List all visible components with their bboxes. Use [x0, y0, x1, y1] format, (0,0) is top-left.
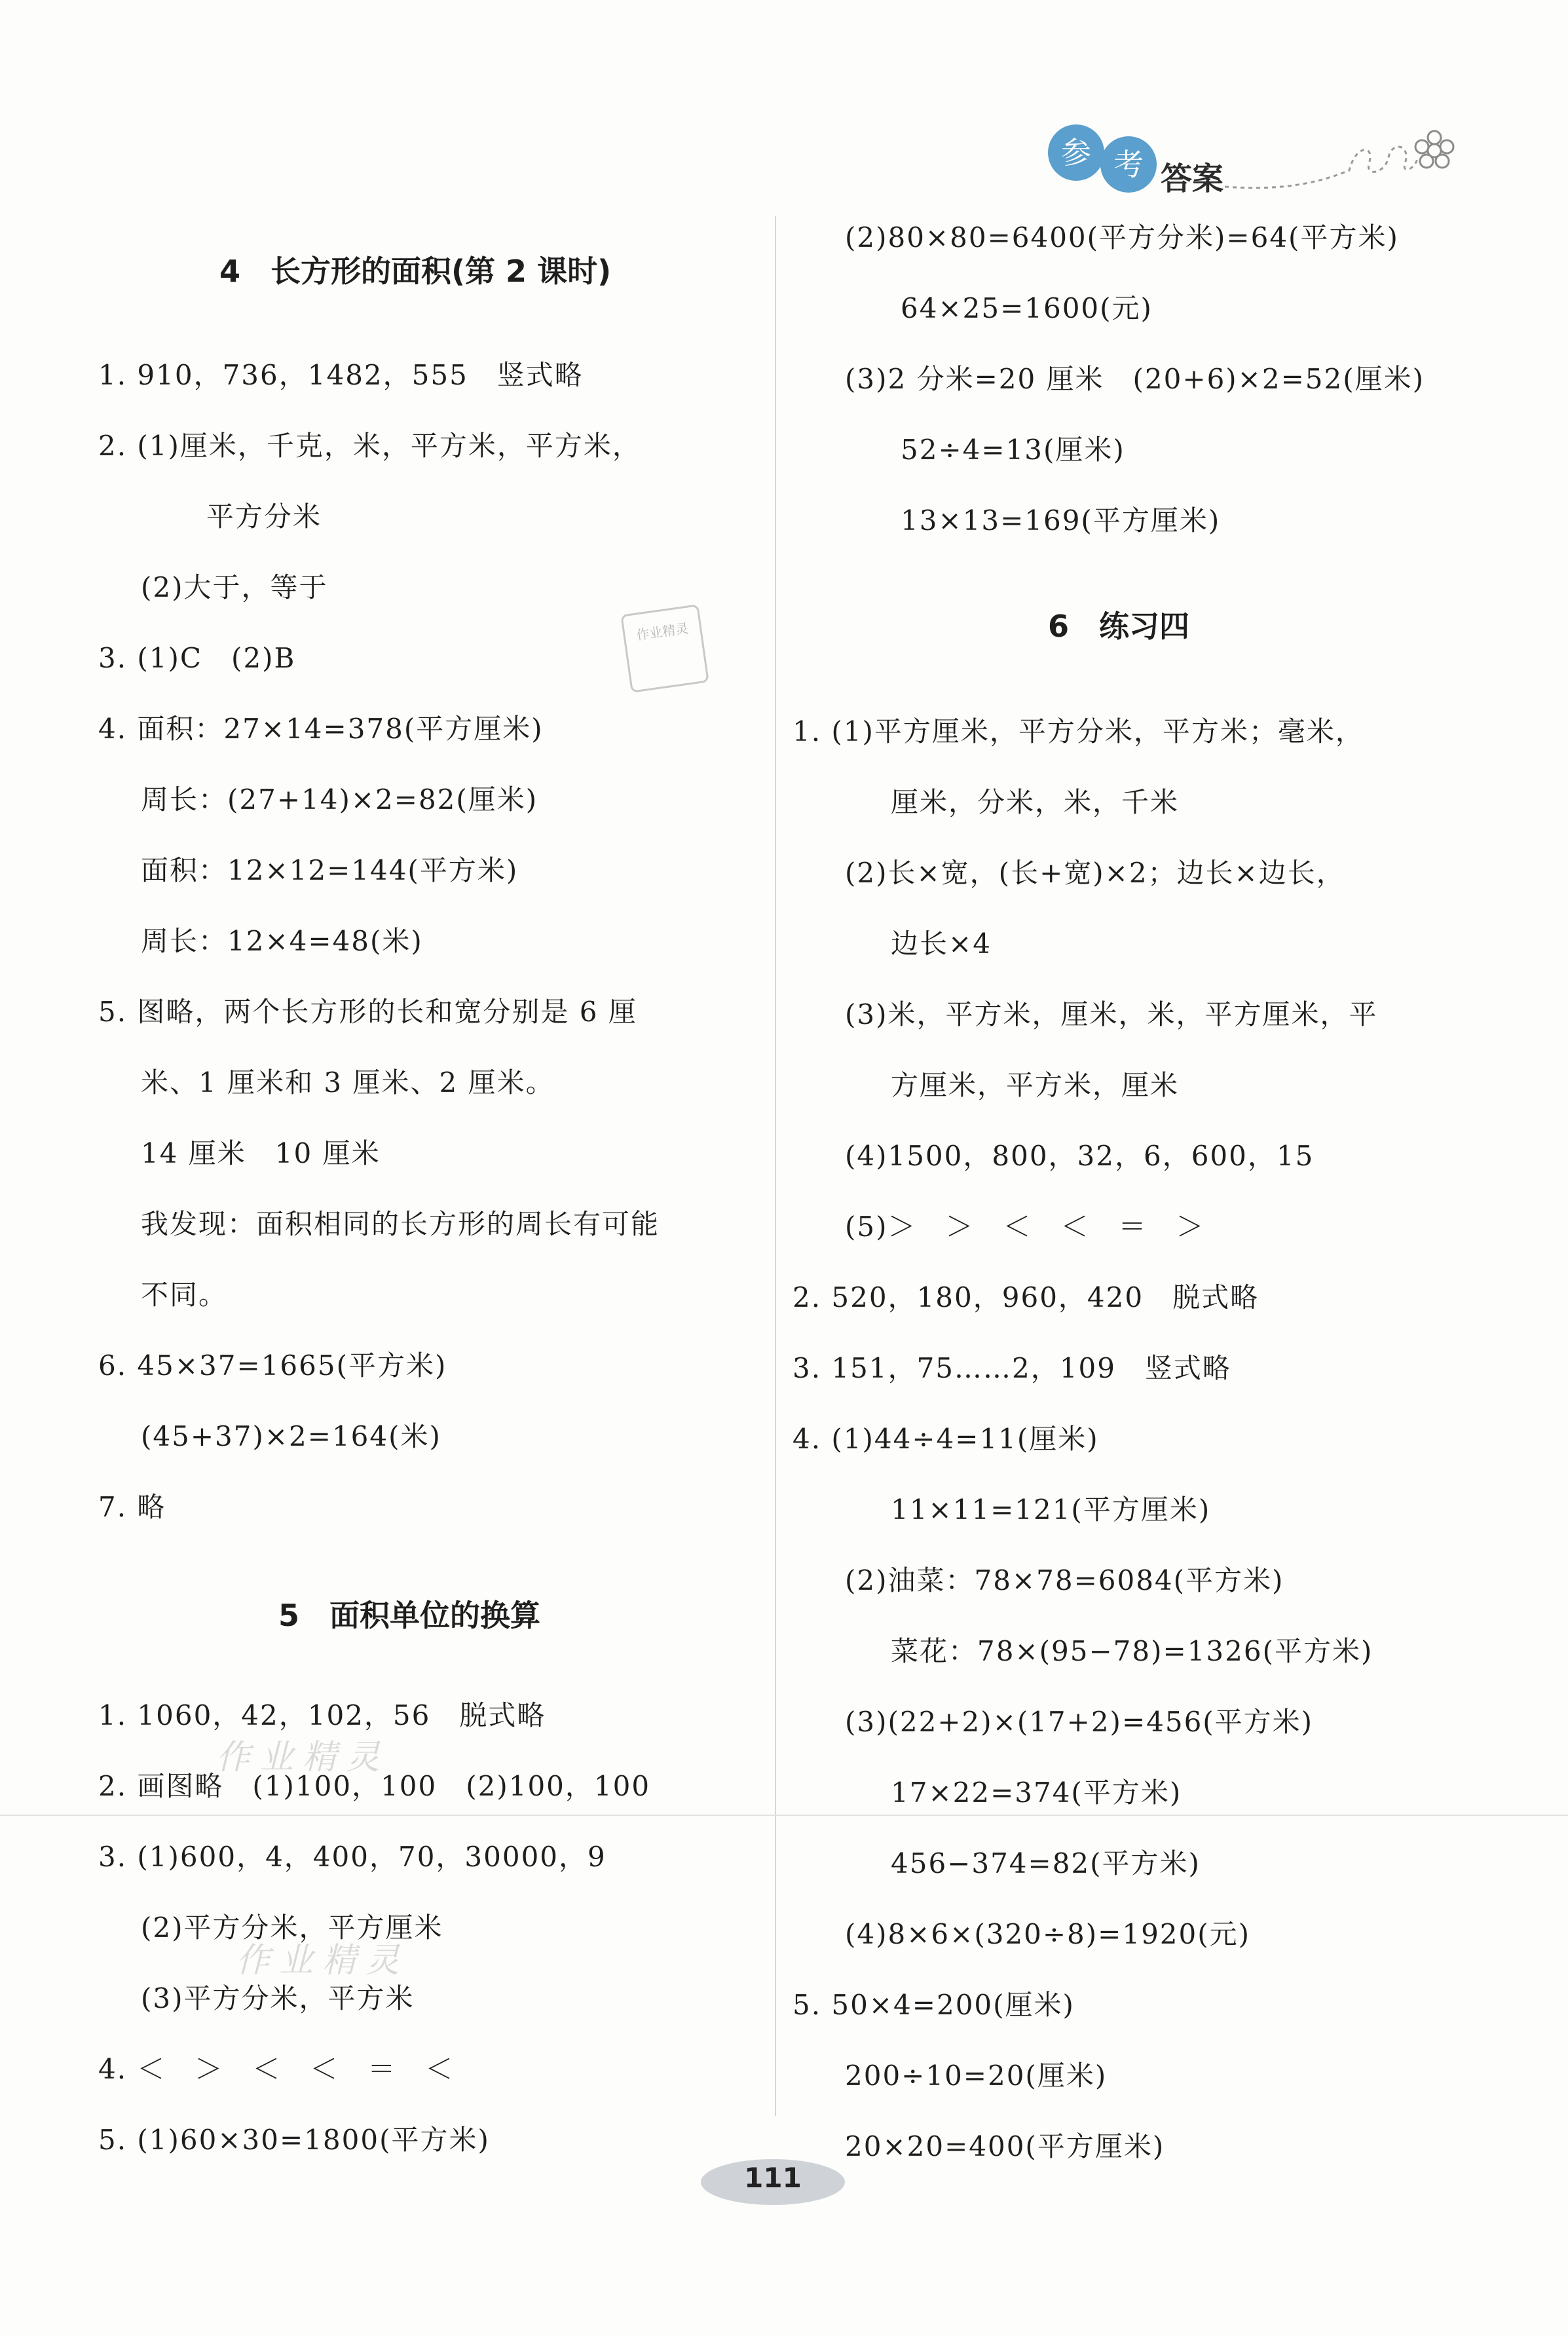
answer-line: 菜花：78×(95−78)=1326(平方米)	[891, 1635, 1373, 1667]
answer-line: 面积：12×12=144(平方米)	[141, 854, 519, 886]
column-divider	[775, 216, 776, 2116]
badge-char-2: 考	[1100, 136, 1157, 193]
badge-char-1: 参	[1048, 124, 1104, 181]
answer-line: 1. (1)平方厘米，平方分米，平方米；毫米，	[793, 715, 1364, 747]
answer-line: 5. 50×4=200(厘米)	[793, 1989, 1075, 2021]
answer-line: 3. (1)600，4，400，70，30000，9	[98, 1841, 607, 1873]
answer-line: 6. 45×37=1665(平方米)	[98, 1349, 447, 1382]
answer-line: (4)8×6×(320÷8)=1920(元)	[845, 1918, 1251, 1950]
answer-line: 1. 1060，42，102，56 脱式略	[98, 1699, 546, 1731]
answer-line: 周长：12×4=48(米)	[141, 925, 423, 957]
answer-line: 13×13=169(平方厘米)	[901, 504, 1221, 537]
answer-line: 方厘米，平方米，厘米	[891, 1069, 1180, 1101]
answer-line: 64×25=1600(元)	[901, 292, 1153, 324]
answer-line: 4. 面积：27×14=378(平方厘米)	[98, 713, 544, 745]
answer-line: 17×22=374(平方米)	[891, 1777, 1182, 1809]
answer-line: 米、1 厘米和 3 厘米、2 厘米。	[141, 1066, 555, 1099]
page-number	[701, 2155, 845, 2212]
answer-line: 7. 略	[98, 1491, 166, 1523]
answer-line: 2. 520，180，960，420 脱式略	[793, 1281, 1260, 1313]
answer-line: 200÷10=20(厘米)	[845, 2060, 1108, 2092]
answer-line: 2. 画图略 (1)100，100 (2)100，100	[98, 1770, 651, 1802]
answer-line: 14 厘米 10 厘米	[141, 1137, 381, 1169]
section-5-title: 5 面积单位的换算	[278, 1598, 541, 1633]
answer-key-badge	[1041, 124, 1461, 197]
badge-char-rest: 答案	[1161, 160, 1224, 197]
answer-line: 不同。	[141, 1279, 228, 1311]
answer-line: 3. 151，75……2，109 竖式略	[793, 1352, 1231, 1384]
watermark-text: 作业精灵	[236, 1941, 409, 1980]
answer-line: 5. (1)60×30=1800(平方米)	[98, 2124, 490, 2156]
watermark-stamp: 作业精灵	[620, 604, 709, 693]
section-6-title: 6 练习四	[1048, 609, 1190, 644]
answer-line: 平方分米	[206, 500, 322, 533]
answer-line: (2)平方分米，平方厘米	[141, 1912, 443, 1944]
answer-line: 5. 图略，两个长方形的长和宽分别是 6 厘	[98, 996, 637, 1028]
section-4-title: 4 长方形的面积(第 2 课时)	[219, 254, 612, 289]
answer-line: (2)大于，等于	[141, 571, 328, 603]
answer-line: (2)80×80=6400(平方分米)=64(平方米)	[845, 221, 1399, 254]
answer-line: 周长：(27+14)×2=82(厘米)	[141, 783, 538, 816]
answer-line: (45+37)×2=164(米)	[141, 1420, 441, 1452]
watermark-text: 作业精灵	[216, 1738, 390, 1777]
answer-line: 456−374=82(平方米)	[891, 1847, 1201, 1879]
answer-line: 边长×4	[891, 928, 992, 960]
answer-line: 4. (1)44÷4=11(厘米)	[793, 1423, 1099, 1455]
answer-line: (2)油菜：78×78=6084(平方米)	[845, 1564, 1284, 1596]
page-number-text: 111	[744, 2162, 802, 2194]
answer-line: (4)1500，800，32，6，600，15	[845, 1140, 1315, 1172]
answer-line: (3)米，平方米，厘米，米，平方厘米，平	[845, 998, 1378, 1030]
answer-line: 厘米，分米，米，千米	[891, 786, 1180, 818]
answer-line: 我发现：面积相同的长方形的周长有可能	[141, 1208, 660, 1240]
fold-line	[0, 1815, 1568, 1816]
answer-line: (2)长×宽，(长+宽)×2；边长×边长，	[845, 857, 1345, 889]
answer-line: 4. ＜ ＞ ＜ ＜ ＝ ＜	[98, 2053, 455, 2085]
answer-line: 20×20=400(平方厘米)	[845, 2130, 1165, 2162]
flower-swirl-icon	[1218, 124, 1461, 197]
answer-line: (5)＞ ＞ ＜ ＜ ＝ ＞	[845, 1211, 1205, 1243]
answer-line: 11×11=121(平方厘米)	[891, 1494, 1211, 1526]
answer-line: (3)2 分米=20 厘米 (20+6)×2=52(厘米)	[845, 363, 1425, 395]
answer-line: (3)平方分米，平方米	[141, 1982, 415, 2014]
answer-line: 52÷4=13(厘米)	[901, 434, 1125, 466]
answer-line: 2. (1)厘米，千克，米，平方米，平方米，	[98, 430, 641, 462]
answer-line: 3. (1)C (2)B	[98, 642, 296, 674]
answer-line: 1. 910，736，1482，555 竖式略	[98, 359, 584, 391]
answer-line: (3)(22+2)×(17+2)=456(平方米)	[845, 1706, 1314, 1738]
